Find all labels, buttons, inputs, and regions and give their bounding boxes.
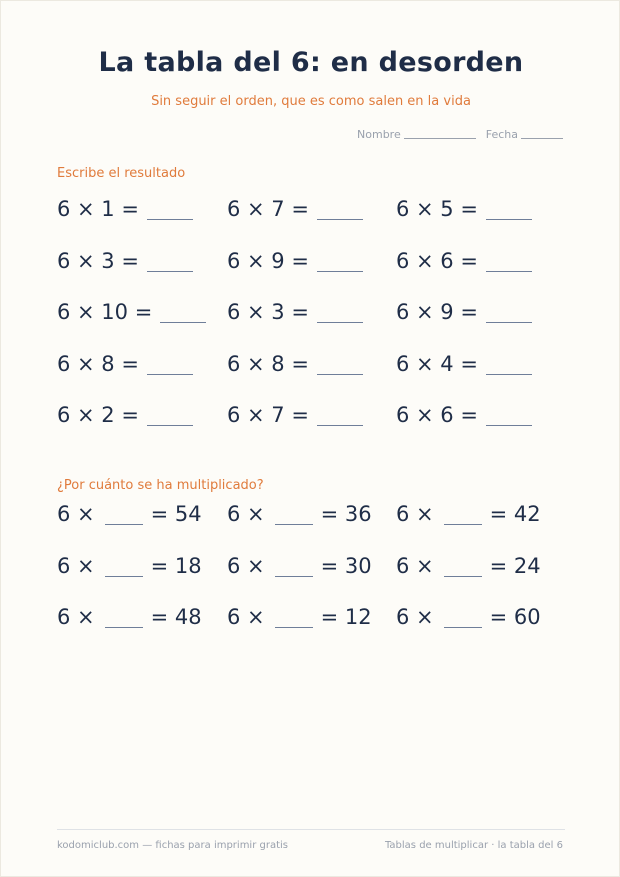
equation-right: = 36 — [320, 502, 372, 526]
footer-divider — [57, 829, 565, 830]
equation-text: 6 × 4 = — [396, 351, 478, 376]
equation-text: 6 × 1 = — [57, 197, 139, 221]
date-field — [486, 128, 563, 141]
factor-blank[interactable] — [444, 523, 482, 525]
equation-text: 6 × 10 = — [57, 300, 153, 324]
exercise-item — [57, 352, 193, 376]
equation-text: 6 × 5 = — [396, 197, 478, 221]
factor-item — [57, 554, 202, 578]
name-field — [357, 128, 476, 141]
equation-left: 6 × — [57, 502, 95, 526]
exercise-item — [227, 403, 363, 427]
exercise-item — [227, 249, 363, 273]
answer-blank[interactable] — [317, 424, 363, 426]
exercise-row — [57, 300, 577, 330]
equation-left: 6 × — [227, 605, 265, 629]
answer-blank[interactable] — [486, 321, 532, 323]
section-factor-title: ¿Por cuánto se ha multiplicado? — [57, 478, 264, 493]
equation-left: 6 × — [227, 502, 265, 526]
factor-row — [57, 554, 577, 584]
equation-right: = 12 — [320, 605, 372, 629]
exercise-item — [227, 300, 363, 324]
answer-blank[interactable] — [147, 373, 193, 375]
factor-item — [227, 605, 372, 629]
answer-blank[interactable] — [317, 321, 363, 323]
answer-blank[interactable] — [147, 218, 193, 220]
exercise-item — [227, 352, 363, 376]
exercise-item — [57, 197, 193, 221]
equation-right: = 30 — [320, 553, 372, 578]
factor-item — [57, 502, 202, 526]
factor-item — [396, 605, 541, 629]
factor-blank[interactable] — [105, 575, 143, 577]
equation-text: 6 × 8 = — [57, 351, 139, 376]
equation-text: 6 × 6 = — [396, 403, 478, 427]
factor-blank[interactable] — [275, 626, 313, 628]
section-results-title: Escribe el resultado — [57, 166, 186, 181]
equation-right: = 48 — [150, 605, 202, 629]
equation-right: = 24 — [489, 553, 541, 578]
answer-blank[interactable] — [160, 321, 206, 323]
answer-blank[interactable] — [486, 218, 532, 220]
equation-text: 6 × 2 = — [57, 403, 139, 427]
exercise-item — [227, 197, 363, 221]
page-title: La tabla del 6: en desorden — [98, 47, 524, 78]
answer-blank[interactable] — [317, 218, 363, 220]
exercise-row — [57, 249, 577, 279]
factor-item — [227, 554, 372, 578]
footer-topic: Tablas de multiplicar · la tabla del 6 — [384, 840, 563, 851]
answer-blank[interactable] — [147, 424, 193, 426]
factor-row — [57, 502, 577, 532]
factor-item — [396, 502, 541, 526]
exercise-row — [57, 403, 577, 433]
factor-blank[interactable] — [105, 626, 143, 628]
factor-row — [57, 605, 577, 635]
date-line — [521, 137, 563, 139]
equation-right: = 60 — [489, 605, 541, 629]
factor-blank[interactable] — [444, 575, 482, 577]
factor-blank[interactable] — [275, 575, 313, 577]
equation-left: 6 × — [57, 553, 95, 578]
exercise-item — [396, 300, 532, 324]
equation-left: 6 × — [396, 553, 434, 578]
date-label: Fecha — [485, 128, 518, 141]
equation-left: 6 × — [57, 605, 95, 629]
exercise-item — [396, 249, 532, 273]
exercise-item — [396, 197, 532, 221]
name-label: Nombre — [357, 128, 401, 141]
equation-text: 6 × 6 = — [396, 248, 478, 273]
factor-blank[interactable] — [444, 626, 482, 628]
equation-right: = 54 — [150, 502, 202, 526]
exercise-row — [57, 197, 577, 227]
equation-left: 6 × — [396, 605, 434, 629]
factor-blank[interactable] — [275, 523, 313, 525]
answer-blank[interactable] — [486, 270, 532, 272]
equation-right: = 18 — [150, 553, 202, 578]
equation-text: 6 × 3 = — [57, 248, 139, 273]
factor-item — [396, 554, 541, 578]
equation-text: 6 × 7 = — [227, 197, 309, 221]
exercise-item — [57, 300, 206, 324]
answer-blank[interactable] — [147, 270, 193, 272]
equation-text: 6 × 9 = — [227, 248, 309, 273]
exercise-item — [57, 403, 193, 427]
footer-site: kodomiclub.com — fichas para imprimir gratis — [57, 840, 289, 851]
equation-right: = 42 — [489, 502, 541, 526]
name-line — [404, 137, 476, 139]
exercise-row — [57, 352, 577, 382]
page-subtitle: Sin seguir el orden, que es como salen en la vida — [151, 94, 471, 109]
equation-left: 6 × — [396, 502, 434, 526]
factor-blank[interactable] — [105, 523, 143, 525]
equation-text: 6 × 3 = — [227, 300, 309, 324]
student-info — [357, 128, 563, 141]
equation-text: 6 × 9 = — [396, 300, 478, 324]
exercise-item — [396, 352, 532, 376]
exercise-item — [57, 249, 193, 273]
factor-item — [227, 502, 372, 526]
answer-blank[interactable] — [317, 373, 363, 375]
equation-left: 6 × — [227, 553, 265, 578]
answer-blank[interactable] — [317, 270, 363, 272]
answer-blank[interactable] — [486, 424, 532, 426]
exercise-item — [396, 403, 532, 427]
answer-blank[interactable] — [486, 373, 532, 375]
factor-item — [57, 605, 202, 629]
equation-text: 6 × 8 = — [227, 351, 309, 376]
equation-text: 6 × 7 = — [227, 403, 309, 427]
